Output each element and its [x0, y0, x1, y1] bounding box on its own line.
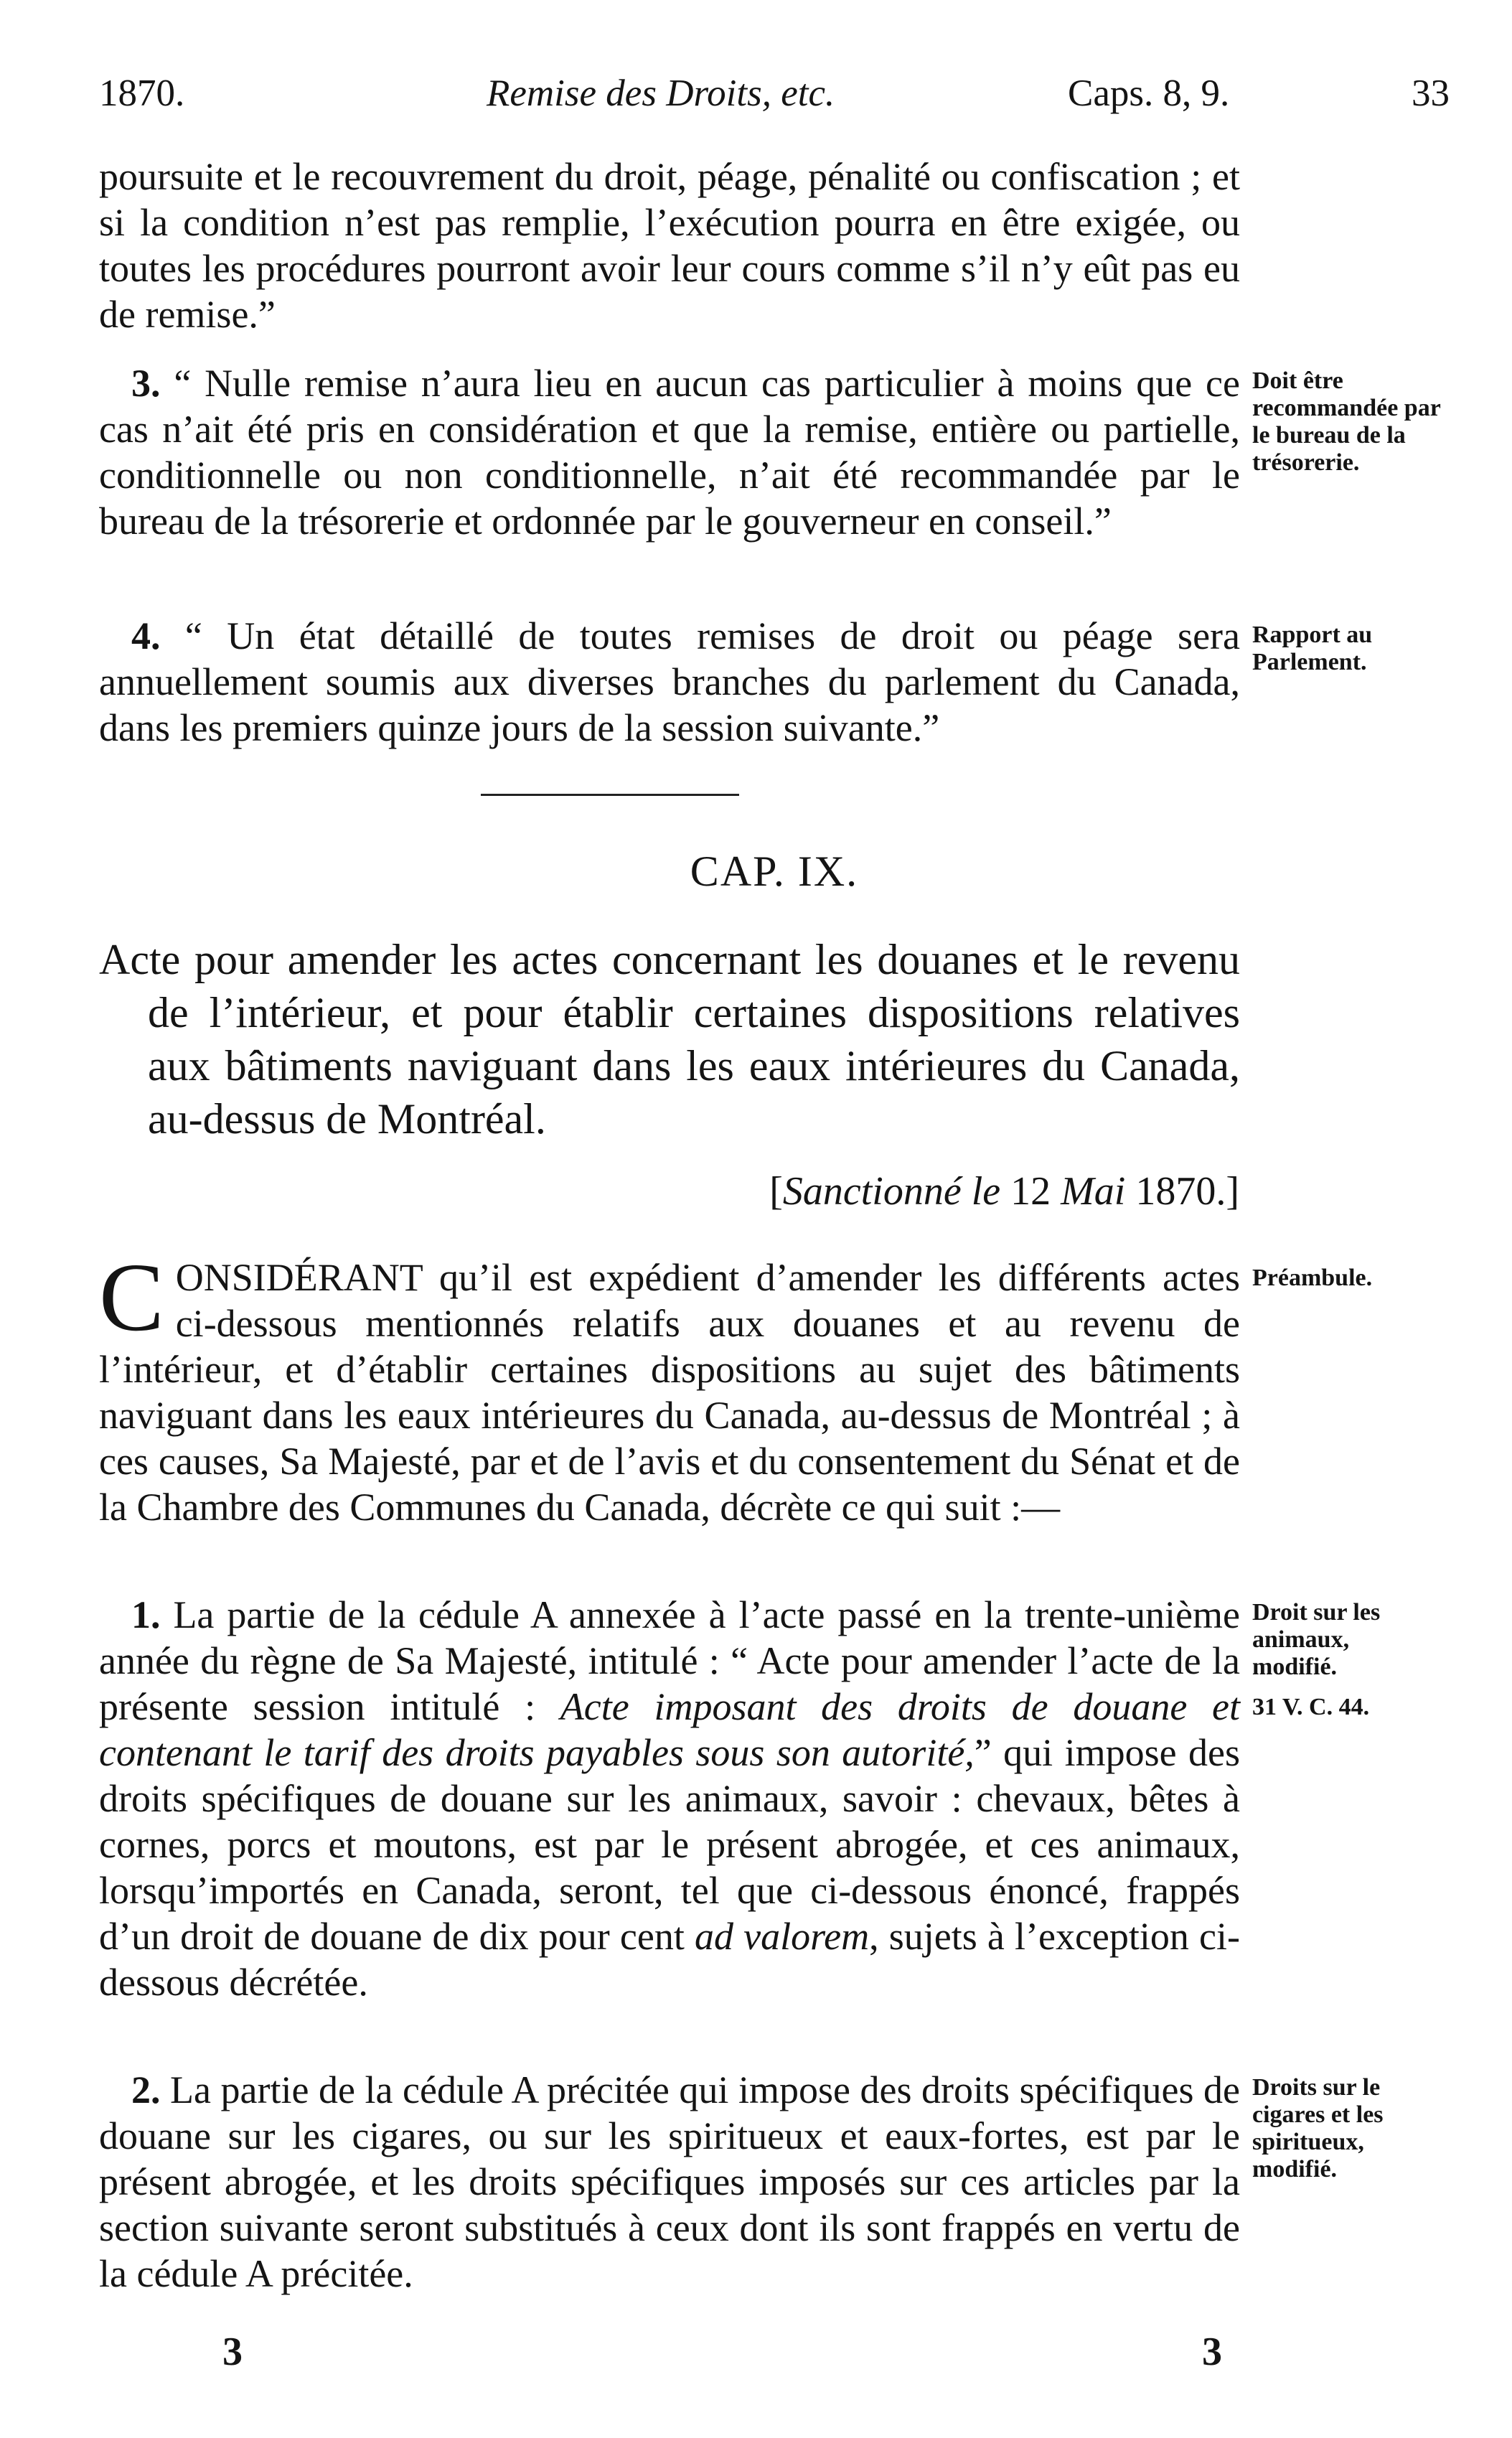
header-title: Remise des Droits, etc.: [487, 72, 835, 114]
header-year: 1870.: [99, 72, 185, 114]
section-2-text: La partie de la cédule A précitée qui impose des droits spécifiques de douane sur les cigares, ou sur les spiritueux et eaux-fortes, est par le présent abrogée, et les droits spécifiques imposés sur ces articles par la section suivante seront substitués à ceux dont ils sont frappés en vertu de la cédule A précitée.: [99, 2068, 1240, 2295]
continuation-paragraph: [99, 154, 1240, 337]
marginal-note-section-4: Rapport au Parlement.: [1252, 622, 1373, 675]
section-1: 1. La partie de la cédule A annexée à l’acte passé en la trente-unième année du règne de Sa Majesté, intitulé : “ Acte pour amender l’acte de la présente session intitulé : Acte imposant des droits de douane et contenant le tarif des droits payables sous son autorité,” qui impose des droits spécifiques de douane sur les animaux, savoir : chevaux, bêtes à cornes, porcs et moutons, est par le présent abrogée, et ces animaux, lorsqu’importés en Canada, seront, tel que ci-dessous énoncé, frappés d’un droit de douane de dix pour cent ad valorem, sujets à l’exception ci-dessous décrétée.: [99, 1593, 1240, 2004]
section-divider: [481, 794, 739, 796]
sanction-line: [Sanctionné le 12 Mai 1870.]: [769, 1169, 1239, 1214]
section-3-number: 3.: [131, 362, 161, 405]
page-number: 33: [1412, 72, 1450, 114]
drop-cap: C: [99, 1244, 164, 1351]
continuation-text: poursuite et le recouvrement du droit, péage, pénalité ou confiscation ; et si la condition n’est pas remplie, l’exécution pourra en être exigée, ou toutes les procédures pourront avoir leur cours comme s’il n’y eût pas eu de remise.”: [99, 155, 1240, 336]
marginal-note-section-3: Doit être recommandée par le bureau de la trésorerie.: [1252, 367, 1441, 476]
act-title: [99, 933, 1240, 1145]
act-title-text: Acte pour amender les actes concernant les douanes et le revenu de l’intérieur, et pour établir certaines dispositions relatives aux bâtiments naviguant dans les eaux intérieures du Canada, au-dessus de Montréal.: [99, 936, 1240, 1143]
marginal-note-section-2: Droits sur le cigares et les spiritueux, modifié.: [1252, 2074, 1384, 2183]
section-4-text: “ Un état détaillé de toutes remises de droit ou péage sera annuellement soumis aux diverses branches du parlement du Canada, dans les premiers quinze jours de la session suivante.”: [99, 614, 1240, 749]
section-4: [99, 613, 1240, 751]
section-2: [99, 2067, 1240, 2297]
section-2-number: 2.: [131, 2068, 161, 2111]
preamble-text: ONSIDÉRANT qu’il est expédient d’amender les différents actes ci-dessous mentionnés relatifs aux douanes et au revenu de l’intérieur, et d’établir certaines dispositions au sujet des bâtiments naviguant dans les eaux intérieures du Canada, au-dessus de Montréal ; à ces causes, Sa Majesté, par et de l’avis et du consentement du Sénat et de la Chambre des Communes du Canada, décrète ce qui suit :—: [99, 1256, 1240, 1529]
section-1-number: 1.: [131, 1593, 161, 1636]
preamble: [99, 1244, 1240, 1530]
signature-mark-left: 3: [222, 2330, 243, 2374]
signature-mark-right: 3: [1202, 2330, 1222, 2374]
marginal-note-section-1: Droit sur les animaux, modifié. 31 V. C. 44.: [1252, 1599, 1439, 1721]
running-head: [99, 72, 1450, 129]
marginal-reference: 31 V. C. 44.: [1252, 1694, 1370, 1720]
marginal-note-preamble: Préambule.: [1252, 1265, 1373, 1291]
section-4-number: 4.: [131, 614, 161, 657]
header-caps: Caps. 8, 9.: [1068, 72, 1230, 114]
chapter-heading: CAP. IX.: [690, 848, 859, 895]
section-3: [99, 360, 1240, 544]
section-3-text: “ Nulle remise n’aura lieu en aucun cas particulier à moins que ce cas n’ait été pris en considération et que la remise, entière ou partielle, conditionnelle ou non conditionnelle, n’ait été recommandée par le bureau de la trésorerie et ordonnée par le gouverneur en conseil.”: [99, 362, 1240, 543]
